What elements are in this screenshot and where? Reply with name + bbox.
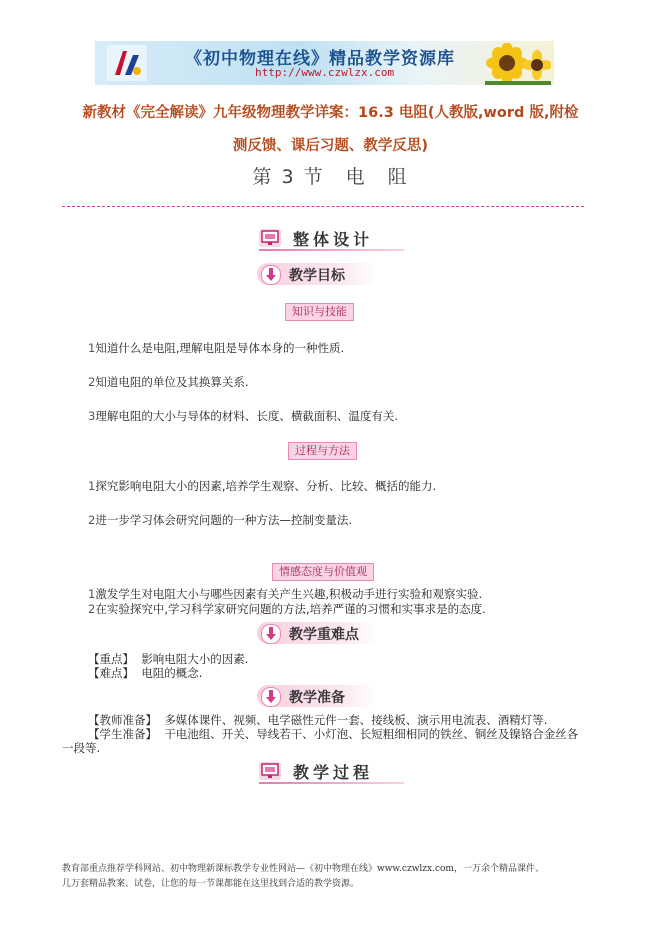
monitor-icon [259,229,281,247]
knowledge-item: 2知道电阻的单位及其换算关系. [88,375,249,389]
knowledge-item: 3理解电阻的大小与导体的材料、长度、横截面积、温度有关. [88,409,398,423]
key-points-label: 教学重难点 [289,627,359,643]
monitor-icon [259,762,281,780]
process-item: 1探究影响电阻大小的因素,培养学生观察、分析、比较、概括的能力. [88,479,437,493]
overall-design-label: 整体设计 [293,230,374,249]
teacher-prep-row [88,713,547,727]
banner-title: 《初中物理在线》精品教学资源库 [185,49,455,69]
footer-line1: 教育部重点推荐学科网站、初中物理新课标教学专业性网站—《初中物理在线》www.czwlzx.com，一万余个精品课件、 [62,864,544,874]
overall-design-heading [259,227,409,251]
site-logo-icon [107,45,147,81]
key-point-row [88,652,248,666]
key-point-text: 影响电阻大小的因素. [141,652,249,666]
process-item: 2进一步学习体会研究问题的一种方法—控制变量法. [88,513,352,527]
header-banner [95,41,554,85]
student-prep-text: 干电池组、开关、导线若干、小灯泡、长短粗细相同的铁丝、铜丝及镍铬合金丝各 [164,727,579,741]
student-prep-continuation: 一段等. [62,741,101,755]
down-arrow-icon [261,624,281,644]
document-title-line1: 新教材《完全解读》九年级物理教学详案：16.3 电阻(人教版,word 版,附检 [82,105,579,121]
banner-url[interactable]: http://www.czwlzx.com [255,66,395,79]
teaching-process-label: 教学过程 [293,763,374,782]
down-arrow-icon [261,265,281,285]
key-points-heading [257,622,381,644]
key-point-label: 【重点】 [88,652,134,666]
heading-underline [259,249,404,251]
heading-underline [259,782,404,784]
document-title [60,97,601,163]
student-prep-label: 【学生准备】 [88,727,157,741]
teaching-goals-heading [257,263,381,285]
section-heading: 第 3 节 电 阻 [252,166,409,188]
emotion-item: 2在实验探究中,学习科学家研究问题的方法,培养严谨的习惯和实事求是的态度. [88,602,486,616]
tag-emotion: 情感态度与价值观 [272,563,374,581]
teaching-process-heading [259,760,409,784]
difficulty-text: 电阻的概念. [141,666,203,680]
teacher-prep-text: 多媒体课件、视频、电学磁性元件一套、接线板、演示用电流表、酒精灯等. [164,713,548,727]
emotion-item: 1激发学生对电阻大小与哪些因素有关产生兴趣,积极动手进行实验和观察实验. [88,587,483,601]
difficulty-row [88,666,202,680]
preparation-heading [257,685,381,707]
divider [62,206,584,207]
knowledge-item: 1知道什么是电阻,理解电阻是导体本身的一种性质. [88,341,345,355]
footer-line2: 几万套精品教案、试卷，让您的每一节课都能在这里找到合适的教学资源。 [62,879,360,889]
difficulty-label: 【难点】 [88,666,134,680]
preparation-label: 教学准备 [289,690,345,706]
document-title-line2: 测反馈、课后习题、教学反思) [232,138,429,154]
teaching-goals-label: 教学目标 [289,268,345,284]
teacher-prep-label: 【教师准备】 [88,713,157,727]
page-footer [62,862,622,892]
tag-process: 过程与方法 [288,442,357,460]
sunflower-icon [485,43,551,85]
tag-knowledge: 知识与技能 [285,303,354,321]
student-prep-row [88,727,578,741]
down-arrow-icon [261,687,281,707]
